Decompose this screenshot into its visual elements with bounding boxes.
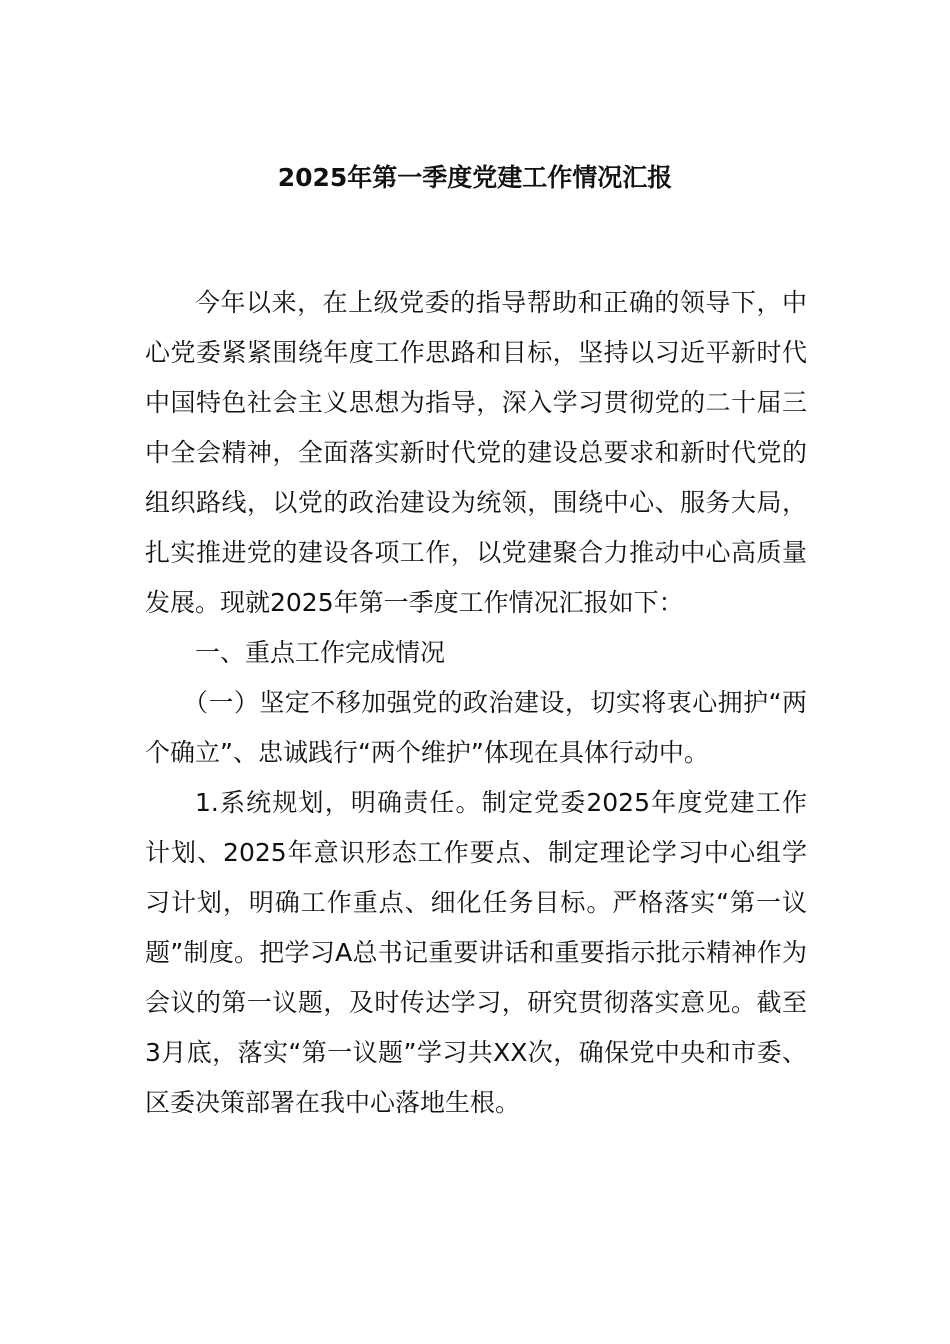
- section-heading-key-work: 一、重点工作完成情况: [195, 638, 446, 667]
- document-title: 2025年第一季度党建工作情况汇报: [277, 163, 673, 192]
- item-paragraph-systematic-planning: 1.系统规划，明确责任。制定党委2025年度党建工作计划、2025年意识形态工作要点、制定理论学习中心组学习计划，明确工作重点、细化任务目标。严格落实“第一议题”制度。把学习A总书记重要讲话和重要指示批示精神作为会议的第一议题，及时传达学习，研究贯彻落实意见。截至3月底，落实“第一议题”学习共XX次，确保党中央和市委、区委决策部署在我中心落地生根。: [145, 788, 807, 1117]
- document-body: [145, 278, 807, 1128]
- intro-paragraph: 今年以来，在上级党委的指导帮助和正确的领导下，中心党委紧紧围绕年度工作思路和目标，坚持以习近平新时代中国特色社会主义思想为指导，深入学习贯彻党的二十届三中全会精神，全面落实新时代党的建设总要求和新时代党的组织路线，以党的政治建设为统领，围绕中心、服务大局，扎实推进党的建设各项工作，以党建聚合力推动中心高质量发展。现就2025年第一季度工作情况汇报如下：: [145, 288, 807, 617]
- subsection-heading-political-building: （一）坚定不移加强党的政治建设，切实将衷心拥护“两个确立”、忠诚践行“两个维护”体现在具体行动中。: [145, 688, 807, 767]
